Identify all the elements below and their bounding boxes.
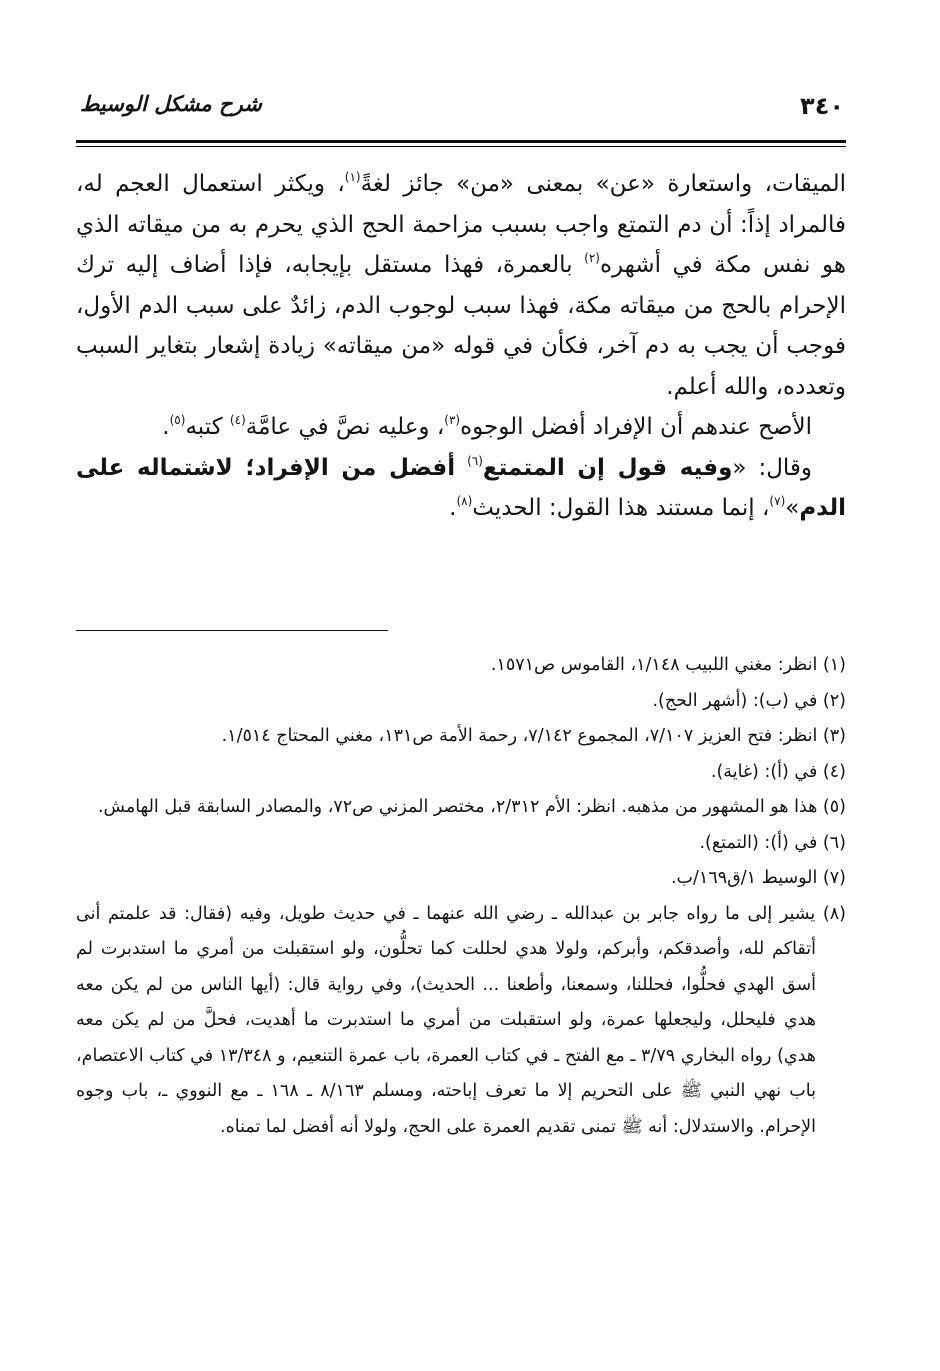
footnote-marker: (٢) (584, 251, 600, 265)
footnote-marker: (٥) (169, 413, 186, 427)
main-text (76, 164, 846, 529)
footnotes (76, 648, 846, 1145)
footnote-2: (٢) في (ب): (أشهر الحج). (652, 690, 846, 711)
paragraph-2 (76, 407, 846, 448)
text-run: بالعمرة، فهذا مستقل بإيجابه، فإذا أضاف إليه ترك الإحرام بالحج من ميقاته مكة، فهذا سبب لوجوب الدم، زائدٌ على سبب الدم الأول، فوجب أن يجب به دم آخر، فكأن في قوله «من ميقاته» زيادة إشعار بتغاير السبب وتعدده، والله أعلم. (76, 252, 846, 400)
page-header (76, 82, 846, 122)
footnote-separator (76, 630, 388, 631)
text-run: الميقات، واستعارة «عن» بمعنى «من» جائز لغةً (360, 171, 846, 197)
text-run: ، وعليه نصَّ في عامَّة (245, 414, 445, 440)
paragraph-1 (76, 164, 846, 407)
running-title: شرح مشكل الوسيط (80, 92, 262, 116)
footnote-marker: (٨) (456, 494, 473, 508)
header-rule-thick (76, 140, 846, 143)
footnote-4: (٤) في (أ): (غاية). (710, 761, 846, 782)
text-run: ، ويكثر استعمال العجم له، فالمراد إذاً: أن دم التمتع واجب بسبب مزاحمة الحج الذي يحرم به من ميقاته الذي هو نفس مكة في أشهره (76, 171, 846, 278)
footnote-6: (٦) في (أ): (التمتع). (699, 832, 846, 853)
footnote-marker: (١) (344, 170, 361, 184)
book-page (76, 82, 846, 1137)
text-run: » (785, 495, 800, 521)
footnote-marker: (٧) (769, 494, 786, 508)
footnote-marker: (٤) (229, 413, 246, 427)
text-run: . (162, 414, 170, 440)
paragraph-3 (76, 448, 846, 529)
footnote-marker: (٣) (444, 413, 461, 427)
quoted-bold-text: أفضل من الإفراد؛ لاشتماله على الدم (76, 454, 846, 521)
footnote-7: (٧) الوسيط ١/ق١٦٩/ب. (670, 868, 846, 888)
text-run: وقال: « (732, 454, 813, 481)
footnote-5: (٥) هذا هو المشهور من مذهبه. انظر: الأم ٢/٣١٢، مختصر المزني ص٧٢، والمصادر السابقة قبل الهامش. (97, 797, 846, 817)
footnote-1: (١) انظر: مغني اللبيب ١/١٤٨، القاموس ص١٥٧١. (490, 655, 846, 675)
header-rule-thin (76, 146, 846, 147)
footnote-8: (٨) يشير إلى ما رواه جابر بن عبدالله ـ رضي الله عنهما ـ في حديث طويل، وفيه (فقال: قد علمتم أنى أتقاكم لله، وأصدقكم، وأبركم، ولولا هدي لحللت كما تحلُّون، ولو استقبلت من أمري ما استدبرت لم أسق الهدي فحلُّوا، فحللنا، وسمعنا، وأطعنا ... الحديث)، وفي رواية قال: (أيها الناس من لم يكن معه هدي فليحلل، وليجعلها عمرة، ولو استقبلت من أمري ما استدبرت ما أهديت، فحلَّ من لم يكن معه هدي) رواه البخاري ٣/٧٩ ـ مع الفتح ـ في كتاب العمرة، باب عمرة التنعيم، و ١٣/٣٤٨ في كتاب الاعتصام، باب نهي النبي ﷺ على التحريم إلا ما تعرف إباحته، ومسلم ٨/١٦٣ ـ ١٦٨ ـ مع النووي ـ، باب وجوه الإحرام. والاستدلال: أنه ﷺ تمنى تقديم العمرة على الحج، ولولا أنه أفضل لما تمناه. (76, 903, 846, 1137)
footnote-marker: (٦) (467, 453, 483, 468)
page-number: ٣٤٠ (800, 92, 844, 120)
text-run: كتبه (185, 414, 223, 440)
text-run: الأصح عندهم أن الإفراد أفضل الوجوه (460, 414, 812, 440)
text-run: . (449, 495, 457, 521)
quoted-bold-text: وفيه قول إن المتمتع (482, 454, 733, 481)
text-run: ، إنما مستند هذا القول: الحديث (472, 495, 770, 521)
footnote-3: (٣) انظر: فتح العزيز ٧/١٠٧، المجموع ٧/١٤٢، رحمة الأمة ص١٣١، مغني المحتاج ١/٥١٤. (221, 726, 846, 746)
